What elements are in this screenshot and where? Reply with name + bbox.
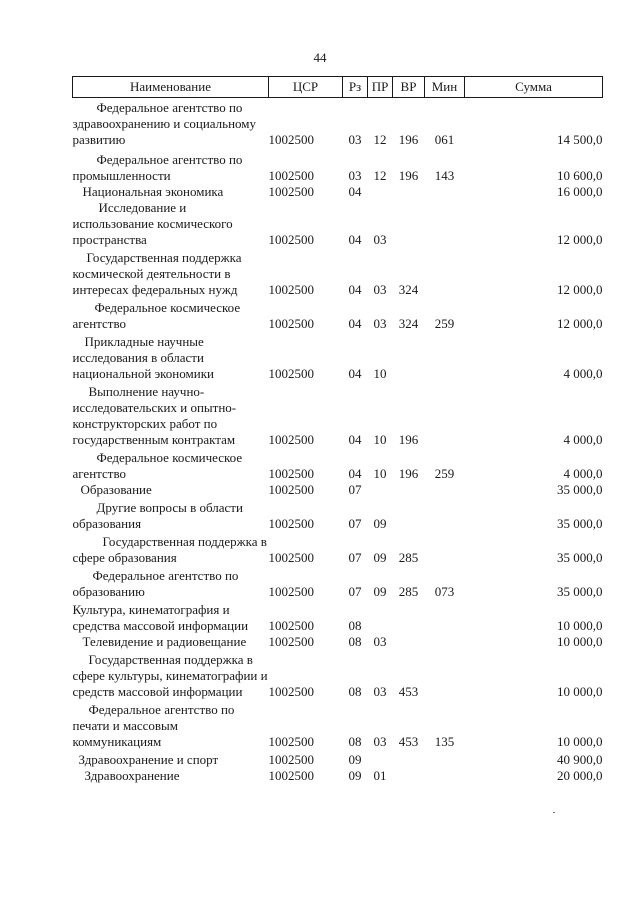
- cell-min: 259: [434, 466, 455, 481]
- cell-vr: [393, 332, 425, 382]
- cell-csr: 1002500: [268, 316, 314, 331]
- cell-pr: [368, 184, 393, 200]
- cell-name: Федеральное космическое агентство: [72, 450, 243, 481]
- cell-csr: 1002500: [268, 618, 314, 633]
- cell-sum: 35 000,0: [557, 550, 603, 565]
- cell-rz: 08: [348, 634, 362, 649]
- cell-min: [425, 248, 465, 298]
- cell-sum: 16 000,0: [557, 184, 603, 199]
- cell-pr: [368, 600, 393, 634]
- cell-csr: 1002500: [268, 550, 314, 565]
- cell-vr: 196: [398, 132, 419, 147]
- cell-rz: 07: [348, 482, 362, 497]
- cell-pr: 09: [373, 550, 387, 565]
- cell-min: [425, 200, 465, 248]
- cell-min: [425, 600, 465, 634]
- cell-rz: 04: [348, 432, 362, 447]
- cell-rz: 08: [348, 734, 362, 749]
- header-sum: Сумма: [465, 77, 603, 98]
- cell-vr: 285: [398, 550, 419, 565]
- table-row: [73, 600, 603, 634]
- table-row: [73, 248, 603, 298]
- table-row: [73, 448, 603, 482]
- cell-min: 259: [434, 316, 455, 331]
- cell-name: Федеральное агентство по печати и массовым коммуникациям: [72, 702, 235, 749]
- table-row: [73, 498, 603, 532]
- cell-name: Культура, кинематография и средства массовой информации: [72, 602, 249, 633]
- budget-table: [72, 76, 603, 784]
- cell-min: [425, 382, 465, 448]
- cell-sum: 12 000,0: [557, 282, 603, 297]
- cell-sum: 35 000,0: [557, 482, 603, 497]
- cell-name: Исследование и использование космического пространства: [72, 200, 233, 247]
- table-row: [73, 98, 603, 149]
- cell-rz: 04: [348, 184, 362, 199]
- cell-csr: 1002500: [268, 232, 314, 247]
- cell-sum: 10 000,0: [557, 734, 603, 749]
- cell-min: 061: [434, 132, 455, 147]
- cell-vr: 453: [398, 734, 419, 749]
- cell-vr: [393, 750, 425, 768]
- cell-csr: 1002500: [268, 432, 314, 447]
- cell-vr: 285: [398, 584, 419, 599]
- table-row: [73, 532, 603, 566]
- cell-pr: 03: [373, 232, 387, 247]
- cell-rz: 04: [348, 316, 362, 331]
- cell-sum: 35 000,0: [557, 516, 603, 531]
- cell-sum: 10 000,0: [557, 684, 603, 699]
- cell-csr: 1002500: [268, 168, 314, 183]
- cell-rz: 04: [348, 232, 362, 247]
- cell-min: [425, 750, 465, 768]
- cell-vr: [393, 200, 425, 248]
- cell-vr: [393, 768, 425, 784]
- cell-pr: 12: [373, 132, 387, 147]
- table-row: [73, 750, 603, 768]
- cell-csr: 1002500: [268, 768, 314, 783]
- cell-pr: 09: [373, 516, 387, 531]
- cell-min: [425, 332, 465, 382]
- header-rz: Рз: [343, 77, 368, 98]
- cell-sum: 4 000,0: [563, 432, 603, 447]
- cell-pr: 03: [373, 316, 387, 331]
- header-min: Мин: [425, 77, 465, 98]
- table-row: [73, 298, 603, 332]
- cell-pr: 03: [373, 282, 387, 297]
- cell-vr: 453: [398, 684, 419, 699]
- cell-rz: 03: [348, 132, 362, 147]
- cell-vr: [393, 482, 425, 498]
- cell-csr: 1002500: [268, 684, 314, 699]
- cell-min: 143: [434, 168, 455, 183]
- cell-pr: 10: [373, 432, 387, 447]
- cell-pr: [368, 750, 393, 768]
- cell-pr: 03: [373, 734, 387, 749]
- cell-rz: 07: [348, 550, 362, 565]
- cell-name: Федеральное агентство по промышленности: [72, 152, 243, 183]
- cell-min: [425, 498, 465, 532]
- cell-name: Телевидение и радиовещание: [82, 634, 247, 649]
- table-row: [73, 382, 603, 448]
- cell-min: 073: [434, 584, 455, 599]
- cell-min: [425, 768, 465, 784]
- cell-min: [425, 482, 465, 498]
- cell-name: Федеральное агентство по образованию: [72, 568, 239, 599]
- cell-pr: 12: [373, 168, 387, 183]
- cell-name: Государственная поддержка космической деятельности в интересах федеральных нужд: [72, 250, 242, 297]
- cell-rz: 08: [348, 618, 362, 633]
- cell-csr: 1002500: [268, 482, 314, 497]
- table-row: [73, 768, 603, 784]
- header-name: Наименование: [73, 77, 269, 98]
- cell-rz: 09: [348, 768, 362, 783]
- cell-sum: 20 000,0: [557, 768, 603, 783]
- cell-vr: 324: [398, 282, 419, 297]
- cell-pr: 10: [373, 366, 387, 381]
- cell-rz: 03: [348, 168, 362, 183]
- table-row: [73, 148, 603, 184]
- table-row: [73, 700, 603, 750]
- cell-pr: 03: [373, 634, 387, 649]
- cell-sum: 10 600,0: [557, 168, 603, 183]
- cell-name: Прикладные научные исследования в области национальной экономики: [72, 334, 214, 381]
- cell-rz: 07: [348, 584, 362, 599]
- cell-vr: [393, 498, 425, 532]
- cell-sum: 4 000,0: [563, 366, 603, 381]
- cell-rz: 04: [348, 366, 362, 381]
- cell-vr: [393, 634, 425, 650]
- cell-pr: 10: [373, 466, 387, 481]
- cell-vr: 196: [398, 168, 419, 183]
- cell-vr: 196: [398, 432, 419, 447]
- cell-csr: 1002500: [268, 734, 314, 749]
- cell-name: Здравоохранение: [84, 768, 180, 783]
- cell-csr: 1002500: [268, 516, 314, 531]
- cell-sum: 35 000,0: [557, 584, 603, 599]
- cell-vr: [393, 600, 425, 634]
- cell-rz: 08: [348, 684, 362, 699]
- cell-name: Государственная поддержка в сфере образования: [72, 534, 267, 565]
- cell-pr: [368, 482, 393, 498]
- cell-name: Образование: [80, 482, 152, 497]
- cell-min: 135: [434, 734, 455, 749]
- cell-rz: 07: [348, 516, 362, 531]
- table-row: [73, 650, 603, 700]
- cell-csr: 1002500: [268, 634, 314, 649]
- cell-pr: 01: [373, 768, 387, 783]
- cell-min: [425, 634, 465, 650]
- table-row: [73, 184, 603, 200]
- cell-vr: 196: [398, 466, 419, 481]
- table-row: [73, 634, 603, 650]
- cell-csr: 1002500: [268, 584, 314, 599]
- cell-vr: 324: [398, 316, 419, 331]
- cell-name: Федеральное агентство по здравоохранению и социальному развитию: [72, 100, 257, 147]
- cell-pr: 09: [373, 584, 387, 599]
- cell-min: [425, 532, 465, 566]
- cell-csr: 1002500: [268, 282, 314, 297]
- table-row: [73, 566, 603, 600]
- cell-sum: 10 000,0: [557, 634, 603, 649]
- cell-name: Государственная поддержка в сфере культуры, кинематографии и средств массовой информации: [72, 652, 268, 699]
- header-vr: ВР: [393, 77, 425, 98]
- scan-speck: [553, 812, 555, 813]
- cell-csr: 1002500: [268, 752, 314, 767]
- cell-sum: 40 900,0: [557, 752, 603, 767]
- cell-name: Федеральное космическое агентство: [72, 300, 241, 331]
- cell-csr: 1002500: [268, 466, 314, 481]
- table-row: [73, 200, 603, 248]
- cell-min: [425, 650, 465, 700]
- cell-sum: 10 000,0: [557, 618, 603, 633]
- table-header-row: [73, 77, 603, 98]
- cell-sum: 12 000,0: [557, 232, 603, 247]
- cell-min: [425, 184, 465, 200]
- cell-name: Другие вопросы в области образования: [72, 500, 243, 531]
- cell-name: Выполнение научно-исследовательских и опытно-конструкторских работ по государственным контрактам: [72, 384, 237, 447]
- cell-sum: 14 500,0: [557, 132, 603, 147]
- table-row: [73, 482, 603, 498]
- cell-sum: 12 000,0: [557, 316, 603, 331]
- cell-name: Здравоохранение и спорт: [78, 752, 219, 767]
- cell-sum: 4 000,0: [563, 466, 603, 481]
- cell-rz: 04: [348, 282, 362, 297]
- cell-name: Национальная экономика: [82, 184, 224, 199]
- cell-csr: 1002500: [268, 184, 314, 199]
- cell-rz: 04: [348, 466, 362, 481]
- cell-rz: 09: [348, 752, 362, 767]
- header-pr: ПР: [368, 77, 393, 98]
- page-number: 44: [313, 50, 327, 65]
- cell-csr: 1002500: [268, 366, 314, 381]
- header-csr: ЦСР: [269, 77, 343, 98]
- table-row: [73, 332, 603, 382]
- cell-vr: [393, 184, 425, 200]
- cell-csr: 1002500: [268, 132, 314, 147]
- cell-pr: 03: [373, 684, 387, 699]
